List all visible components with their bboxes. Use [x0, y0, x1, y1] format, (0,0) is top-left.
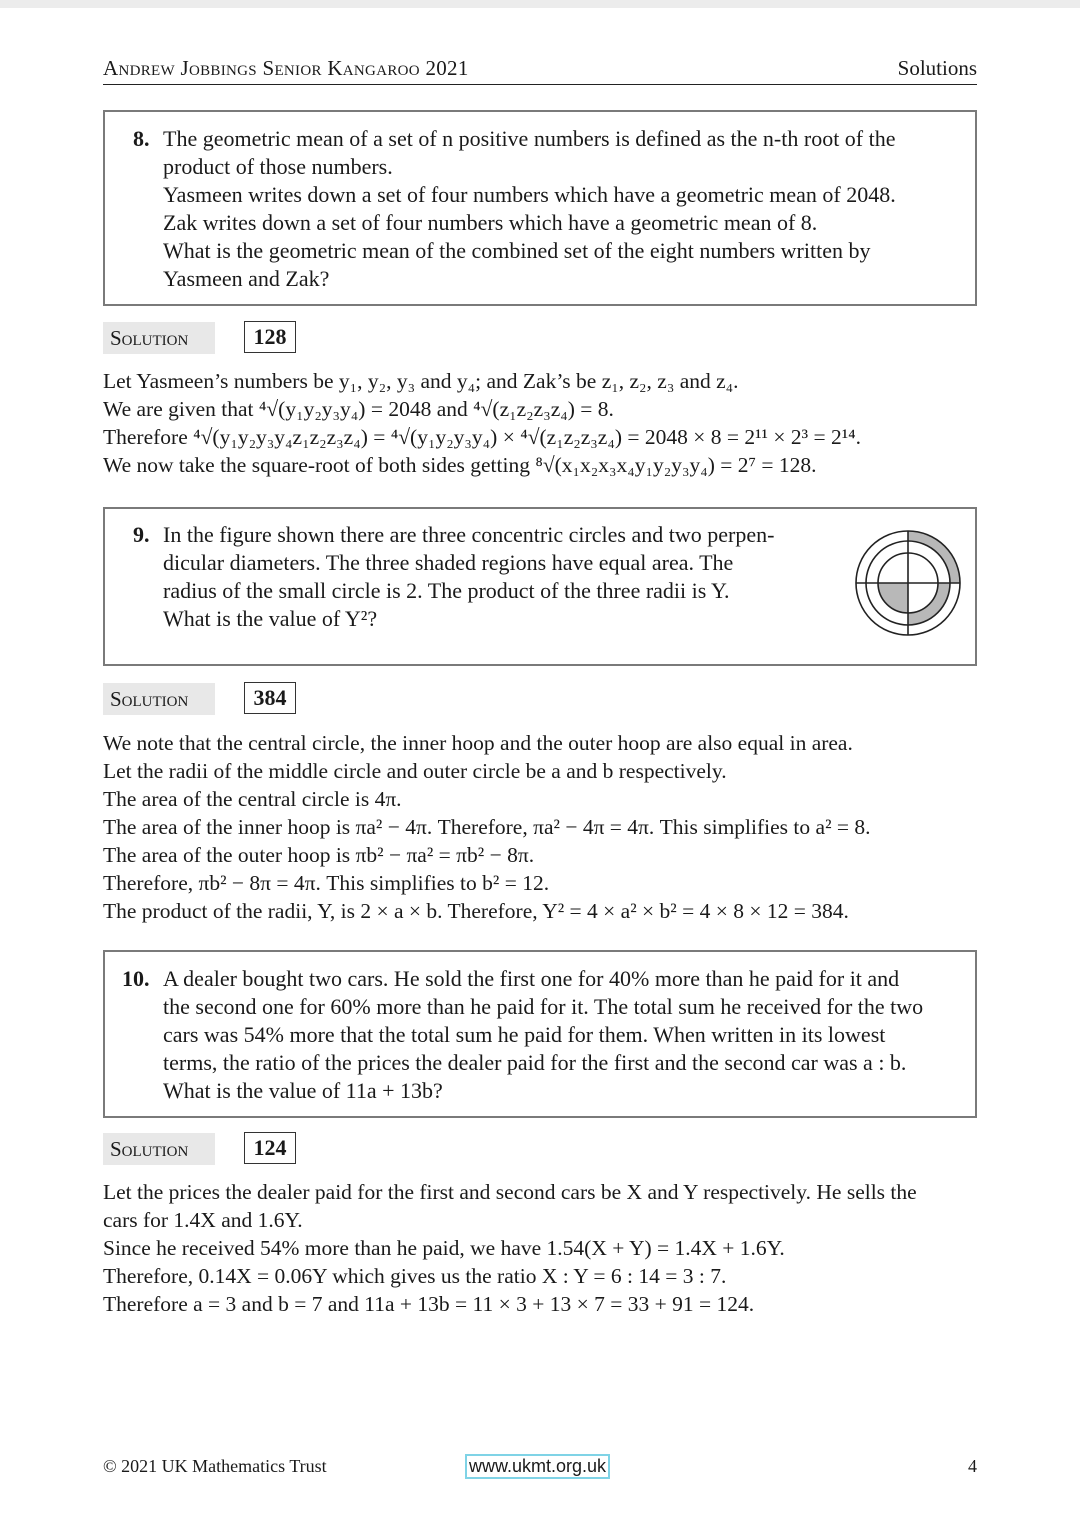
solution-9-line: Therefore, πb² − 8π = 4π. This simplifies to b² = 12. [103, 871, 550, 895]
solution-9-line: The area of the outer hoop is πb² − πa² = πb² − 8π. [103, 843, 535, 867]
problem-8-line: Yasmeen writes down a set of four numbers which have a geometric mean of 2048. [163, 182, 896, 207]
header-section: Solutions [897, 56, 977, 80]
problem-8-line: The geometric mean of a set of n positive numbers is defined as the n-th root of the [163, 126, 896, 151]
problem-8-number: 8. [133, 126, 150, 151]
solution-10-line: Therefore a = 3 and b = 7 and 11a + 13b = 11 × 3 + 13 × 7 = 33 + 91 = 124. [103, 1292, 755, 1316]
solution-8-answer: 128 [244, 321, 296, 353]
problem-10-box [103, 950, 977, 1118]
solution-10-line: Since he received 54% more than he paid, we have 1.54(X + Y) = 1.4X + 1.6Y. [103, 1236, 785, 1260]
page-header [103, 56, 977, 85]
problem-8-line: product of those numbers. [163, 154, 393, 179]
problem-8-box [103, 110, 977, 306]
problem-9-line: What is the value of Y²? [163, 606, 378, 631]
problem-10-line: terms, the ratio of the prices the dealer paid for the first and the second car was a : b. [163, 1050, 907, 1075]
header-title: Andrew Jobbings Senior Kangaroo 2021 [103, 56, 469, 80]
solution-9-line: The product of the radii, Y, is 2 × a × b. Therefore, Y² = 4 × a² × b² = 4 × 8 × 12 = 384. [103, 899, 849, 923]
problem-9-number: 9. [133, 522, 150, 547]
solution-9-line: The area of the inner hoop is πa² − 4π. Therefore, πa² − 4π = 4π. This simplifies to a² = 8. [103, 815, 871, 839]
problem-8-line: Zak writes down a set of four numbers which have a geometric mean of 8. [163, 210, 818, 235]
solution-8-line: Therefore ⁴√(y₁y₂y₃y₄z₁z₂z₃z₄) = ⁴√(y₁y₂y₃y₄) × ⁴√(z₁z₂z₃z₄) = 2048 × 8 = 2¹¹ × 2³ = 2¹⁴. [103, 425, 862, 449]
solution-9-label: Solution [103, 683, 215, 715]
solution-8-line: We are given that ⁴√(y₁y₂y₃y₄) = 2048 and ⁴√(z₁z₂z₃z₄) = 8. [103, 397, 614, 421]
problem-10-number: 10. [122, 966, 150, 991]
problem-8-line: What is the geometric mean of the combined set of the eight numbers written by [163, 238, 871, 263]
solution-8-label: Solution [103, 322, 215, 354]
solution-9-line: The area of the central circle is 4π. [103, 787, 402, 811]
solution-9-answer: 384 [244, 682, 296, 714]
problem-10-line: the second one for 60% more than he paid for it. The total sum he received for the two [163, 994, 924, 1019]
solution-10-line: Therefore, 0.14X = 0.06Y which gives us the ratio X : Y = 6 : 14 = 3 : 7. [103, 1264, 727, 1288]
solution-10-answer: 124 [244, 1132, 296, 1164]
top-edge [0, 0, 1080, 8]
solution-9-line: We note that the central circle, the inner hoop and the outer hoop are also equal in area. [103, 731, 853, 755]
problem-10-line: A dealer bought two cars. He sold the first one for 40% more than he paid for it and [163, 966, 900, 991]
concentric-circles-figure [853, 528, 963, 638]
solution-10-label: Solution [103, 1133, 215, 1165]
page-number: 4 [968, 1456, 977, 1476]
solution-9-line: Let the radii of the middle circle and outer circle be a and b respectively. [103, 759, 727, 783]
footer-copyright: © 2021 UK Mathematics Trust [103, 1456, 327, 1476]
problem-10-line: cars was 54% more that the total sum he paid for them. When written in its lowest [163, 1022, 886, 1047]
problem-10-line: What is the value of 11a + 13b? [163, 1078, 443, 1103]
solution-10-line: cars for 1.4X and 1.6Y. [103, 1208, 303, 1232]
problem-9-line: dicular diameters. The three shaded regions have equal area. The [163, 550, 734, 575]
solution-8-line: We now take the square-root of both sides getting ⁸√(x₁x₂x₃x₄y₁y₂y₃y₄) = 2⁷ = 128. [103, 453, 817, 477]
footer-website-link[interactable]: www.ukmt.org.uk [465, 1454, 610, 1479]
solution-10-line: Let the prices the dealer paid for the first and second cars be X and Y respectively. He sells the [103, 1180, 917, 1204]
problem-8-line: Yasmeen and Zak? [163, 266, 330, 291]
problem-9-line: In the figure shown there are three concentric circles and two perpen- [163, 522, 775, 547]
problem-9-line: radius of the small circle is 2. The product of the three radii is Y. [163, 578, 730, 603]
problem-9-box [103, 507, 977, 666]
solution-8-line: Let Yasmeen’s numbers be y₁, y₂, y₃ and y₄; and Zak’s be z₁, z₂, z₃ and z₄. [103, 369, 739, 393]
